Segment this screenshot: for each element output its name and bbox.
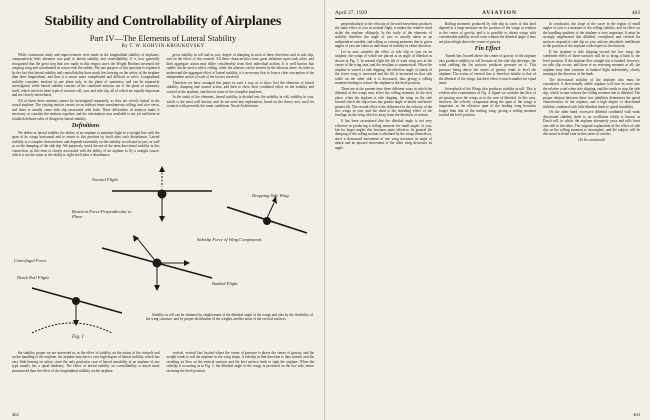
paragraph: It has been ascertained that the dihedral angle is not very effective in producing a rolling moment for small angles of yaw, but for larger angles this becomes quite effective. In general the damping of the rolling motion is obtained by the wings themselves, since a downward movement of one wing increases its angle of attack and an upward movement of the other wing decreases its angle. [335, 119, 432, 150]
paragraph: Sweepback of the Wings also produces stability in roll. This is evident after examination of Fig. 4. Again we consider the flow of air passing over the wings as in the case of dihedral. In this case, however, the velocity component along the span of the wings is important, as the effective span of the leading wing becomes longer than that of the trailing wing, giving a rolling moment toward the level position. [439, 86, 536, 118]
left-top-columns [12, 53, 314, 159]
continued-note: (To be continued) [578, 138, 605, 143]
figure-side-text [146, 313, 313, 322]
section-heading-definitions: Definitions [71, 122, 100, 129]
paragraph: Rolling moments produced by side slip in cases of this kind depend in a large measure on the position of the wings in relation to the center of gravity, and it is possible to obtain wings with considerable stability in roll even without the dihedral angle if they are placed high above the center of gravity. [439, 22, 536, 44]
figure-1 [12, 163, 314, 348]
paragraph: Stability in roll can be obtained by employment of the dihedral angle of the wings and also by the flexibility of the wing structure, and by proper distribution of the weights and the areas of the vertical surfaces. [146, 312, 313, 322]
figure-label-sideslip-force: Sideslip Force of Wing Components [197, 236, 262, 242]
airplane-dropping-wing [227, 196, 307, 233]
paragraph: There are at the present time three different ways in which the dihedral of the wings may affect the rolling moment. In the first place, when the airplane is side slipping, the wing on the side toward which the slip occurs has greater angle of attack and hence greater lift. The second effect is the difference in the velocity of the two wings in yaw, and the third is the shielding effect of the fuselage on the wing which is away from the direction of motion. [335, 86, 432, 118]
paragraph: Turned fins located above the center of gravity of the airplane also produce stability in roll because as the side slip develops, the wind striking the fin surfaces produces pressure on it. This pressure being above the center of gravity tends to level the airplane. The action of vertical fins is therefore similar to that of the dihedral of the wings, but their effect is much smaller for equal areas. [439, 54, 536, 85]
paragraph: In conclusion, the slope of the curve in the region of small angles of yaw is a measure of the rolling stability, and its effect on the handling qualities of the airplane is very important. It must be strongly emphasized that dihedral, sweepback and vertical fin surfaces respond to side slip or yaw, and are absolutely indifferent to the position of the airplane with respect to the horizon. [543, 22, 640, 49]
airplane-dutch-roll [32, 288, 122, 333]
article-subtitle: Part IV—The Elements of Lateral Stability [89, 33, 237, 43]
right-column-2 [439, 22, 536, 151]
left-column-1 [12, 53, 160, 159]
article-title: Stability and Controllability of Airplanes [44, 14, 282, 29]
paragraph: We define as lateral stability the ability of an airplane to maintain flight in a straight line with the span of its wings horizontal and to return to this position by itself after such disturbance. Lateral stability is a complex characteristic and depends essentially on the stability in roll and in yaw, as well as on the damping of the side slip. We purposely avoid the use of the term directional stability in this connection, as this term is closely associated with the ability of an airplane to fly a straight course, which is not the same as the ability to right itself after a disturbance. [12, 130, 160, 158]
header-page-number: 463 [631, 10, 640, 16]
right-column-1 [335, 22, 432, 151]
figure-caption: Fig. 1 [72, 334, 84, 340]
header-date: April 27, 1929 [335, 10, 368, 16]
paragraph: The directional stability of the airplane also must be considered. A directionally stable airplane will turn its nose into the relative wind when side slipping, and this tends to stop the side slip, which in turn reduces the rolling moment due to dihedral. The proper relation between these two stabilities determines the spiral characteristics of the airplane, and a high degree of directional stability combined with little dihedral leads to spiral instability. [543, 77, 640, 109]
paragraph: Therefore we have arranged this paper in such a way as to show first the elements of lateral stability, damping and control action, and then to show their combined effect on the stability and control of the airplane, and then in some of the complete airplanes. [166, 80, 314, 94]
left-page-number: 462 [12, 412, 19, 417]
paragraph: In the study of the elements, lateral stability is divided into the stability in roll, stability in yaw, which is the most well known, and do not need any explanation, based on the theory now used for contacts with presently the same conditions. Naval Architecture. [166, 95, 314, 109]
airplane-banked-flight [102, 235, 212, 291]
paragraph: gross stability in roll and in yaw, degree of damping in each of these directions and in side slip, and on the effect of the controls. All these characteristics have great influence upon each other, and their aggregate action may differ considerably from their individual actions. It is well known that rudder can be used to affect rolling, while the ailerons can be steered by the ailerons alone. In order to understand the aggregate effect of lateral stability, it is necessary first to form a clear conception of the independent action of each of the factors involved. [166, 53, 314, 80]
left-bottom-columns [12, 351, 314, 374]
left-bottom-column-2 [167, 351, 315, 374]
left-bottom-column-1 [12, 351, 160, 374]
header-magazine-name: AVIATION [482, 10, 517, 16]
figure-label-dropping-wing: Dropping Side Wing [252, 192, 289, 198]
paragraph: Let us now consider the effect of side slip or yaw on an airplane, the wings of which are placed at an angle of dihedral as shown in Fig. 3. In normal flight the lift of each wing acts at the center of the wing area, and the resultant is symmetrical. When the airplane is yawed or side slipping, the effective angle of attack of the lower wing is increased and the lift is increased on that side while on the other side it is decreased, thus giving a rolling moment tending to restore the airplane to the level position. [335, 49, 432, 86]
left-column-2 [167, 53, 315, 159]
section-heading-fin-effect: Fin Effect [474, 46, 501, 53]
figure-label-normal-flight: Normal Flight [92, 176, 118, 182]
paragraph: While continuous study and improvements were made in the longitudinal stability of airplanes, comparatively little attention was paid to lateral stability and controllability. It is now generally recognized that the great step that was made in this respect since the Wright Brothers invented the warping wing and coordinated its action with the rudder. The one purpose of this question is explained by the fact that lateral stability and controllability have much less bearing on the safety of the airplane than does longitudinal, and thus it is much more complicated and difficult to solve. Longitudinal stability considers motions in one plane only, in the plane of symmetry, and can be separately investigated, while lateral stability consists of the combined motions out of the plane of symmetry itself, which involves three types of motion: roll, yaw, and side slip, all of which are equally important and are closely interrelated. [12, 53, 160, 98]
paragraph: the stability proper we are interested in, as the effect of stability on the action of the controls and on the handling of the airplane. An airplane may have a very high degree of lateral stability, which has very little bearing on safety, since the only particular case of lateral instability of an airplane of any type usually has a spiral tendency. The effect of lateral stability on controllability is much more pronounced than the effect of the longitudinal stability on the airplane. [12, 350, 160, 373]
paragraph: vertical, vertical fins located where the center of pressure is above the center of gravity, and the weight tends to roll the airplane as the wing drops. A sideslip in that direction is thus started, and the resulting air flow on the vertical surfaces and the keel surface tends to right the airplane. When the sideslip is occurring as in Fig. 1, the dihedral angle of the wings is increased on the low side, hence restoring the level position. [166, 350, 314, 373]
figure-label-centrifugal-force: Centrifugal Force [14, 257, 47, 263]
figure-label-dutch-roll: Dutch Roll Flight [17, 274, 49, 280]
figure-label-reaction-force: Reaction Force Perpendicular to Plane [72, 208, 132, 219]
running-header [335, 10, 640, 19]
paragraph: All of these three motions cannot be investigated separately, as they are closely linked in the actual airplane. The yawing motion cannot occur without some simultaneous rolling, and vice versa, and there is usually some side slip associated with both. These difficulties of analysis make it necessary to consider the motions together, and the information now available is not yet sufficient to establish definite rules of design for lateral stability. [12, 98, 160, 121]
paragraph: On the other hand, excessive dihedral combined with weak directional stability leads to an oscillation which is known as Dutch roll, in which the airplane alternately yaws and rolls from one side to the other. The original explanation of the effect of side slip on the rolling moment is incomplete, and the subject will be discussed in detail later in this series of articles. [543, 110, 640, 137]
right-page [325, 0, 650, 420]
article-byline: By T. W. KOHVIN-KROUKOVSKY [121, 44, 205, 49]
right-column-3 [543, 22, 640, 151]
paragraph: If the airplane is side slipping toward the low wing, the combined effect of these surfaces will be to bring it back to the level position. If the airplane flies straight but is banked, however, no side slip occurs, and there is no restoring moment at all; the airplane may then continue in banked flight indefinitely, slowly turning in the direction of the bank. [543, 49, 640, 77]
figure-label-banked-flight: Banked Flight [212, 280, 238, 286]
right-page-number: 463 [633, 412, 640, 417]
right-columns [335, 22, 640, 151]
paragraph: perpendicularly to the velocity of forward movement produces the same effect as yaw in normal flight, it makes the relative wind strike the airplane obliquely. In the study of the elements of stability therefore the angle of yaw is usually taken as an independent variable, and rolling or yawing moments due to given angles of yaw are taken as indication of stability in either direction. [335, 22, 432, 49]
